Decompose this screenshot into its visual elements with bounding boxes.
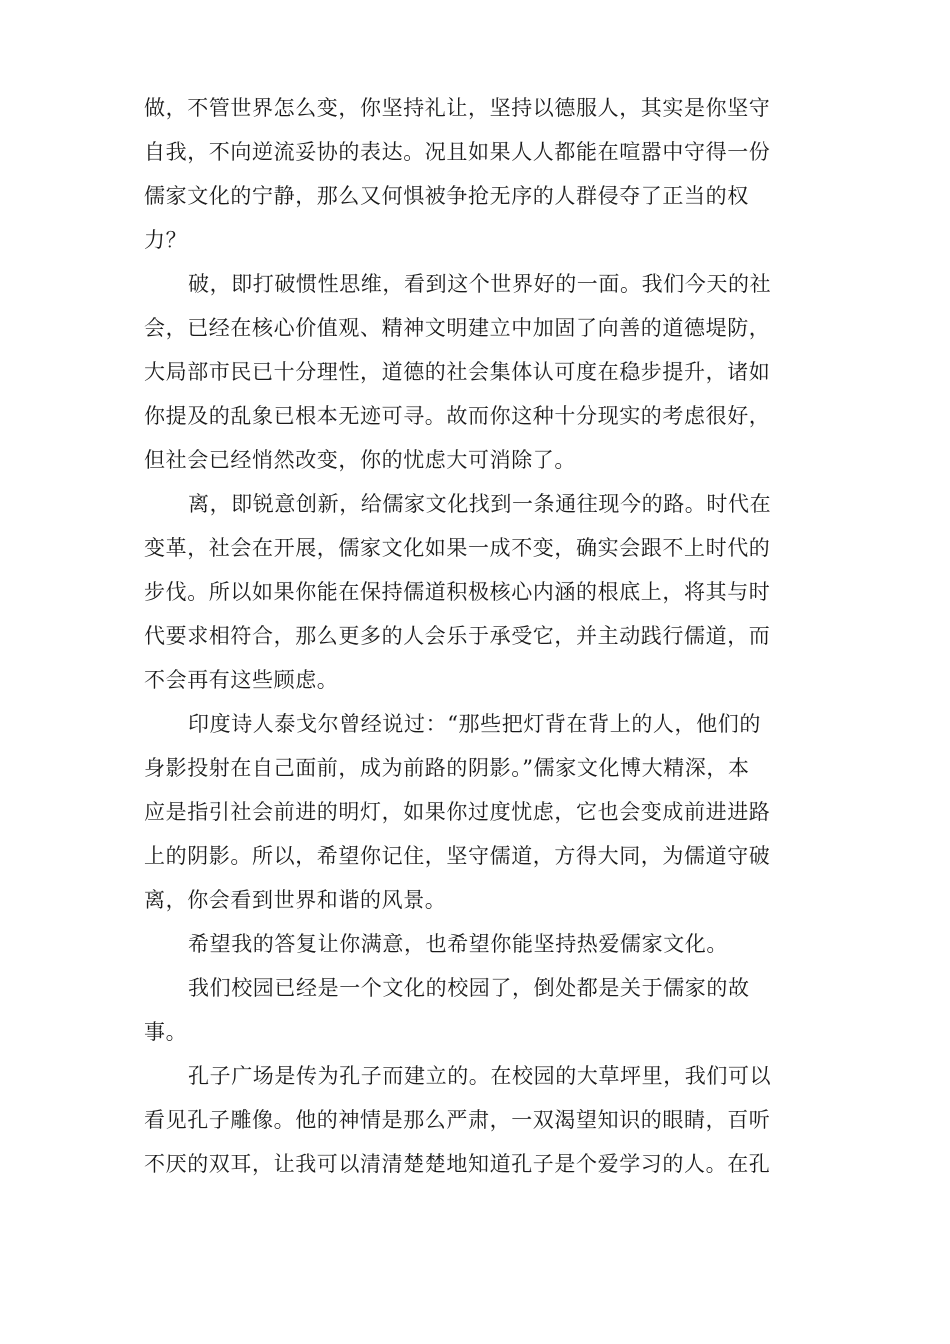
- text-line: 离，你会看到世界和谐的风景。: [144, 888, 447, 912]
- text-line: 但社会已经悄然改变，你的忧虑大可消除了。: [144, 448, 576, 472]
- text-line: 会，已经在核心价值观、精神文明建立中加固了向善的道德堤防，: [144, 316, 771, 340]
- paragraph-start-line: 我们校园已经是一个文化的校园了，倒处都是关于儒家的故: [188, 976, 750, 1000]
- paragraph-start-line: 孔子广场是传为孔子而建立的。在校园的大草坪里，我们可以: [188, 1064, 772, 1088]
- text-line: 你提及的乱象已根本无迹可寻。故而你这种十分现实的考虑很好，: [144, 404, 771, 428]
- text-line: 事。: [144, 1020, 188, 1044]
- text-line: 应是指引社会前进的明灯，如果你过度忧虑，它也会变成前进进路: [144, 800, 771, 824]
- text-line: 儒家文化的宁静，那么又何惧被争抢无序的人群侵夺了正当的权: [144, 184, 749, 208]
- text-line: 大局部市民已十分理性，道德的社会集体认可度在稳步提升，诸如: [144, 360, 771, 384]
- paragraph-start-line: 印度诗人泰戈尔曾经说过：“那些把灯背在背上的人，他们的: [188, 712, 761, 736]
- paragraph-start-line: 离，即锐意创新，给儒家文化找到一条通往现今的路。时代在: [188, 492, 772, 516]
- text-line: 不会再有这些顾虑。: [144, 668, 339, 692]
- text-line: 身影投射在自己面前，成为前路的阴影。”儒家文化博大精深，本: [144, 756, 750, 780]
- text-line: 看见孔子雕像。他的神情是那么严肃，一双渴望知识的眼睛，百听: [144, 1108, 771, 1132]
- text-line: 上的阴影。所以，希望你记住，坚守儒道，方得大同，为儒道守破: [144, 844, 771, 868]
- text-line: 不厌的双耳，让我可以清清楚楚地知道孔子是个爱学习的人。在孔: [144, 1152, 771, 1176]
- text-line: 代要求相符合，那么更多的人会乐于承受它，并主动践行儒道，而: [144, 624, 771, 648]
- text-line: 做，不管世界怎么变，你坚持礼让，坚持以德服人，其实是你坚守: [144, 96, 771, 120]
- text-line: 变革，社会在开展，儒家文化如果一成不变，确实会跟不上时代的: [144, 536, 771, 560]
- paragraph-start-line: 破，即打破惯性思维，看到这个世界好的一面。我们今天的社: [188, 272, 772, 296]
- text-line: 自我，不向逆流妥协的表达。况且如果人人都能在喧嚣中守得一份: [144, 140, 771, 164]
- document-body: [144, 86, 804, 1186]
- text-line: 步伐。所以如果你能在保持儒道积极核心内涵的根底上，将其与时: [144, 580, 771, 604]
- text-line: 力？: [144, 228, 188, 252]
- paragraph-start-line: 希望我的答复让你满意，也希望你能坚持热爱儒家文化。: [188, 932, 728, 956]
